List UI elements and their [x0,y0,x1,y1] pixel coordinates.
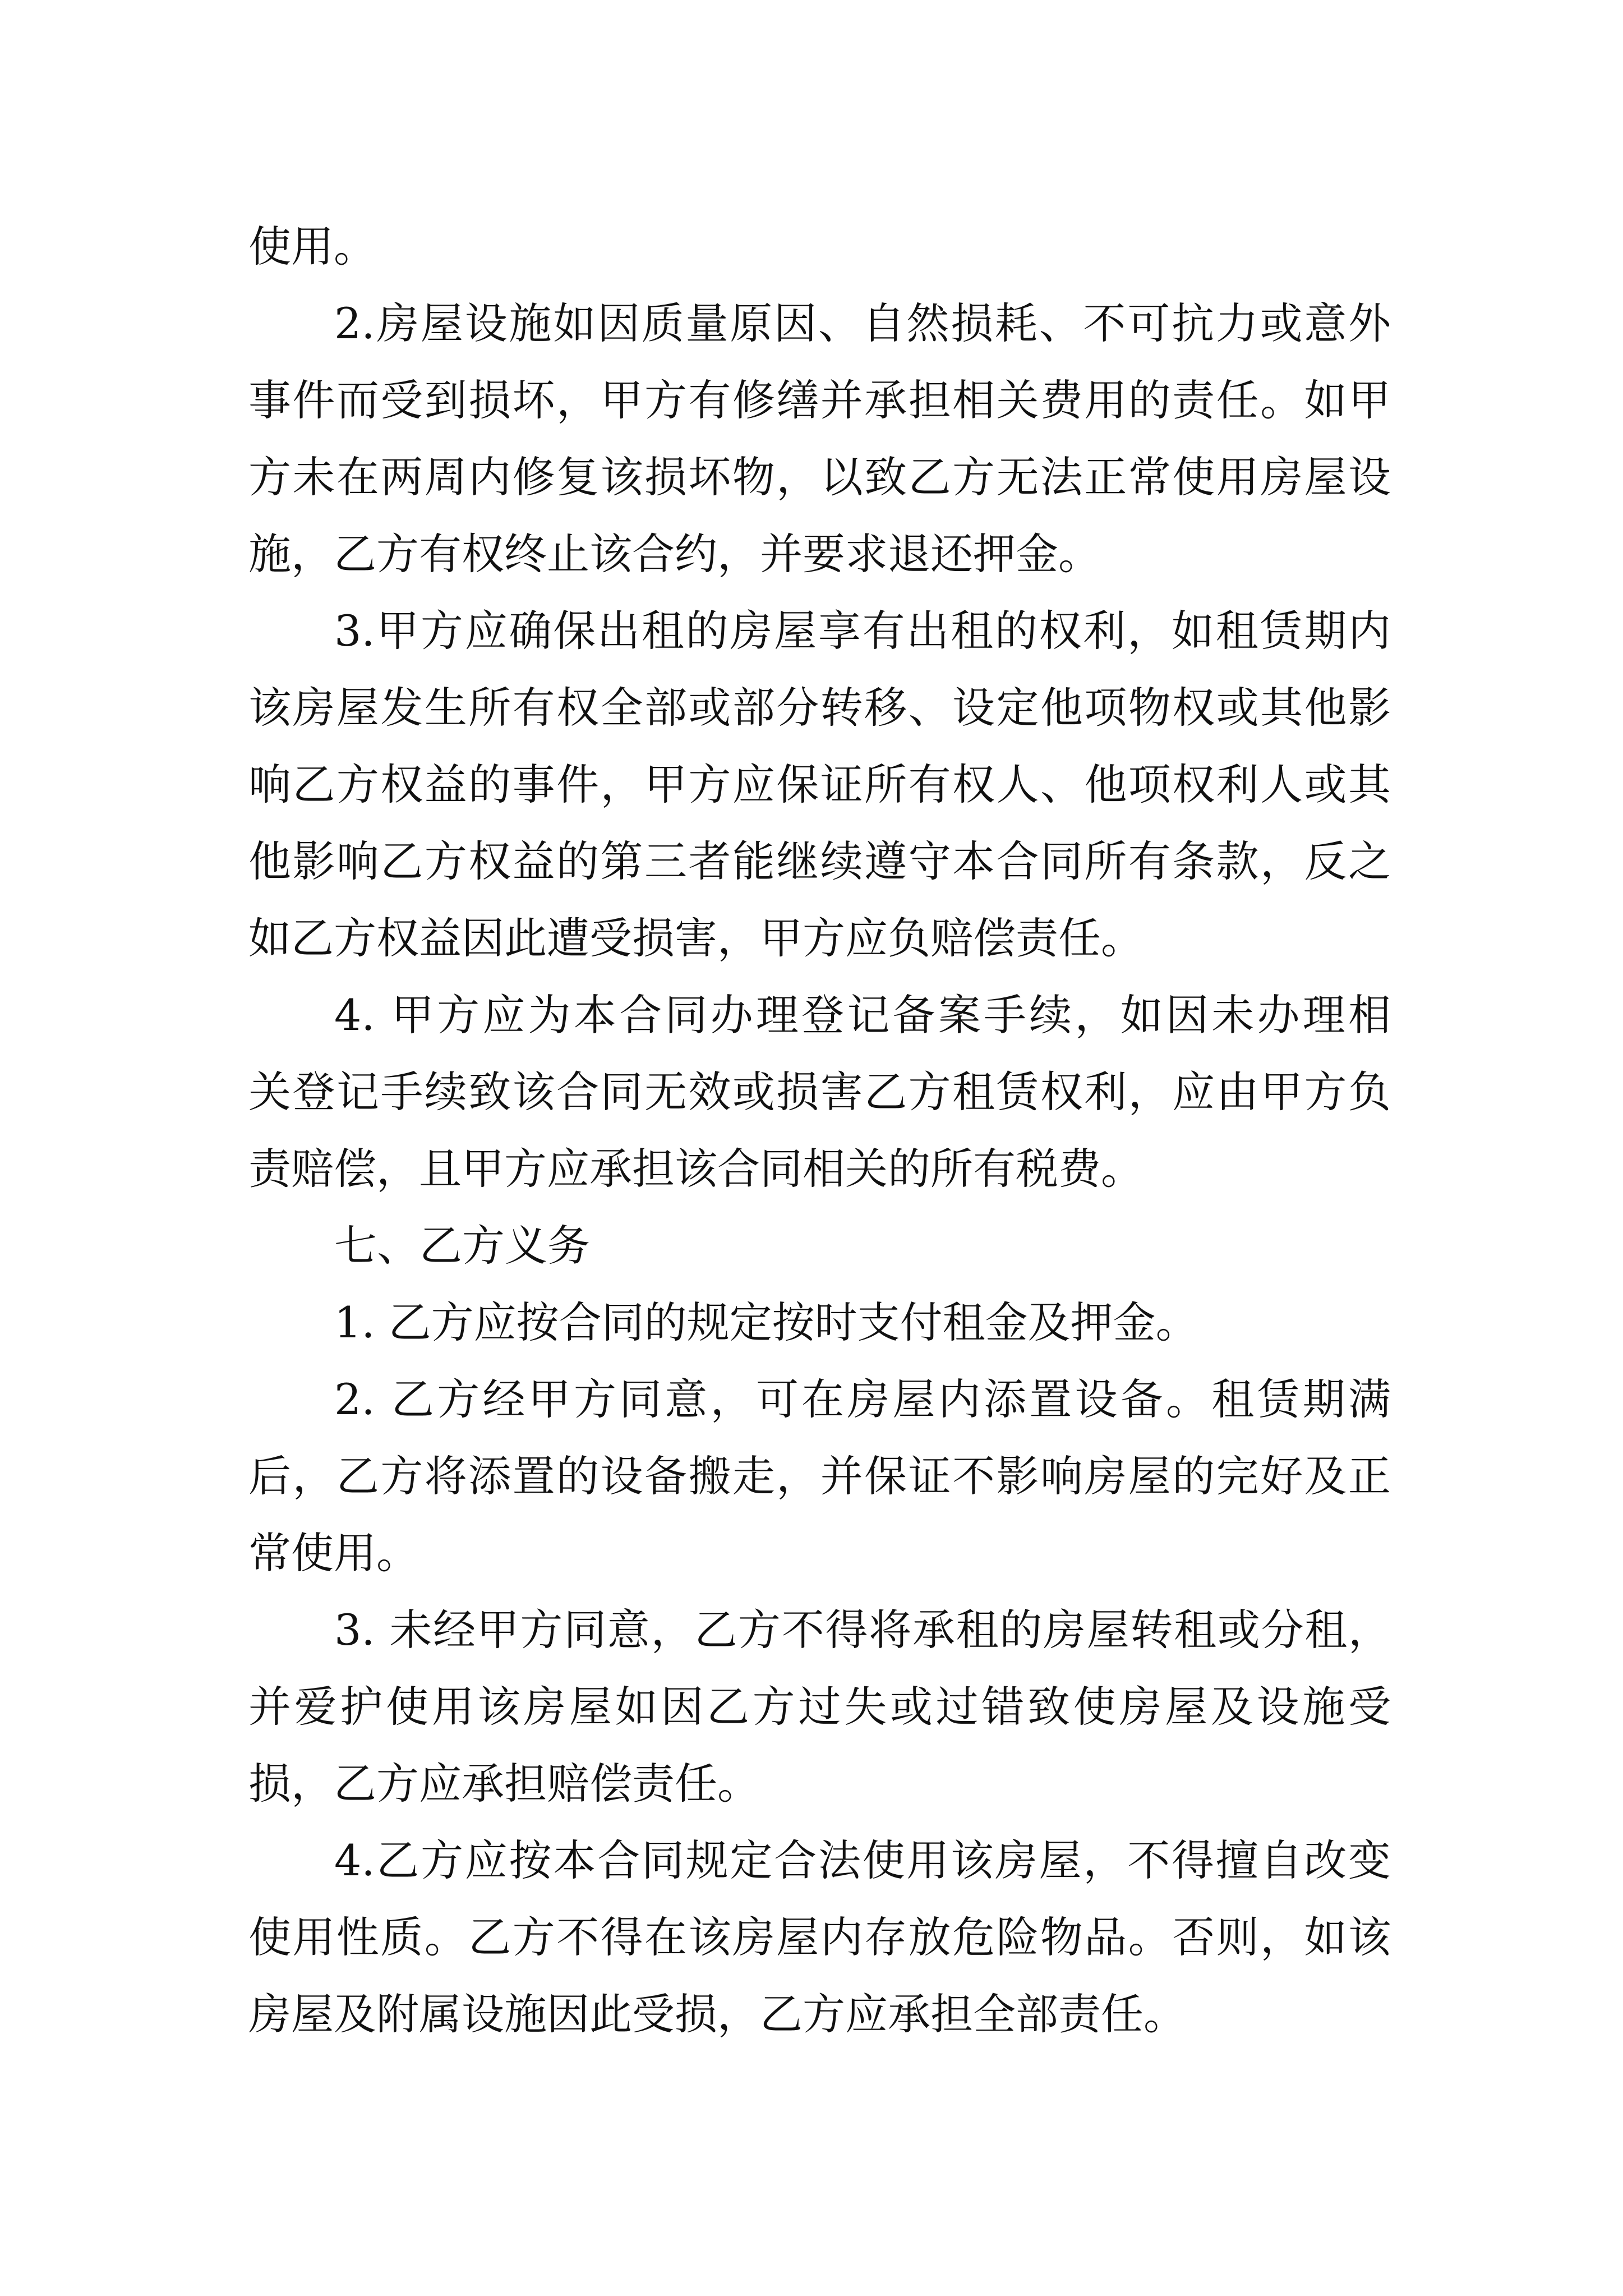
text-line: 响乙方权益的事件，甲方应保证所有权人、他项权利人或其 [248,760,1391,809]
text-line: 4. 甲方应为本合同办理登记备案手续，如因未办理相 [334,990,1391,1040]
text-line: 3. 未经甲方同意，乙方不得将承租的房屋转租或分租， [334,1605,1391,1655]
text-line: 2. 乙方经甲方同意，可在房屋内添置设备。租赁期满 [334,1374,1391,1424]
text-line: 使用性质。乙方不得在该房屋内存放危险物品。否则，如该 [248,1912,1391,1962]
text-line: 关登记手续致该合同无效或损害乙方租赁权利，应由甲方负 [248,1067,1391,1117]
text-line: 方未在两周内修复该损坏物，以致乙方无法正常使用房屋设 [248,452,1391,502]
section-heading: 七、乙方义务 [334,1221,590,1271]
text-line: 该房屋发生所有权全部或部分转移、设定他项物权或其他影 [248,683,1391,733]
text-line: 并爱护使用该房屋如因乙方过失或过错致使房屋及设施受 [248,1682,1391,1732]
text-line: 如乙方权益因此遭受损害，甲方应负赔偿责任。 [248,913,1144,963]
text-line: 使用。 [248,222,376,272]
text-line: 2.房屋设施如因质量原因、自然损耗、不可抗力或意外 [334,298,1391,348]
text-line: 施，乙方有权终止该合约，并要求退还押金。 [248,529,1101,579]
text-line: 事件而受到损坏，甲方有修缮并承担相关费用的责任。如甲 [248,375,1391,425]
text-line: 4.乙方应按本合同规定合法使用该房屋，不得擅自改变 [334,1835,1391,1885]
text-line: 后，乙方将添置的设备搬走，并保证不影响房屋的完好及正 [248,1451,1391,1501]
text-line: 3.甲方应确保出租的房屋享有出租的权利，如租赁期内 [334,606,1391,656]
text-line: 1. 乙方应按合同的规定按时支付租金及押金。 [334,1297,1198,1347]
text-line: 责赔偿，且甲方应承担该合同相关的所有税费。 [248,1144,1144,1194]
text-line: 房屋及附属设施因此受损，乙方应承担全部责任。 [248,1989,1186,2039]
text-line: 损，乙方应承担赔偿责任。 [248,1759,760,1809]
text-line: 他影响乙方权益的第三者能继续遵守本合同所有条款，反之 [248,836,1391,886]
text-line: 常使用。 [248,1528,419,1578]
